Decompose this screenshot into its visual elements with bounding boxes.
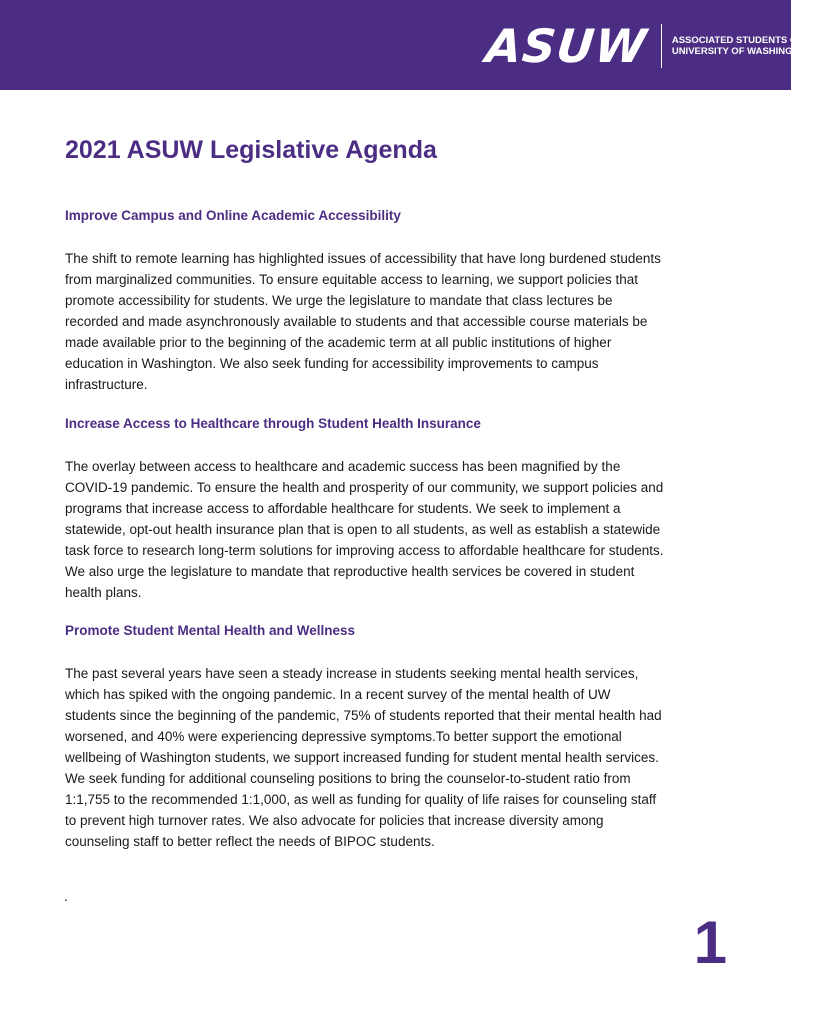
logo-org-name <box>671 35 825 57</box>
logo-mark: ASUW <box>483 19 650 73</box>
section-body-mental-health: The past several years have seen a steady increase in students seeking mental health services, which has spiked with the ongoing pandemic. In a recent survey of the mental health of UW students since the beginning of the pandemic, 75% of students reported that their mental health had worsened, and 40% were experiencing depressive symptoms.To better support the emotional wellbeing of Washington students, we support increased funding for student mental health services. We seek funding for additional counseling positions to bring the counselor-to-student ratio from 1:1,755 to the recommended 1:1,000, as well as funding for quality of life raises for counseling staff to prevent high turnover rates. We also advocate for policies that increase diversity among counseling staff to better reflect the needs of BIPOC students. <box>65 666 662 849</box>
header-bar <box>0 0 825 90</box>
page-number: 1 <box>693 909 727 976</box>
logo-org-name-line1: ASSOCIATED STUDENTS OF THE <box>671 35 825 46</box>
section-body-healthcare: The overlay between access to healthcare and academic success has been magnified by the COVID-19 pandemic. To ensure the health and prosperity of our community, we support policies and programs that increase access to affordable healthcare for students. We seek to implement a statewide, opt-out health insurance plan that is open to all students, as well as establish a statewide task force to research long-term solutions for improving access to affordable healthcare for students. We also urge the legislature to mandate that reproductive health services be covered in student health plans. <box>65 459 664 600</box>
section-heading-healthcare: Increase Access to Healthcare through Student Health Insurance <box>65 416 481 431</box>
logo-divider <box>661 24 662 68</box>
section-heading-accessibility: Improve Campus and Online Academic Accessibility <box>65 208 401 223</box>
asuw-logo <box>483 19 825 73</box>
section-body-accessibility: The shift to remote learning has highlighted issues of accessibility that have long burdened students from marginalized communities. To ensure equitable access to learning, we support policies that promote accessibility for students. We urge the legislature to mandate that class lectures be recorded and made asynchronously available to students and that accessible course materials be made available prior to the beginning of the academic term at all public institutions of higher education in Washington. We also seek funding for accessibility improvements to campus infrastructure. <box>65 251 661 392</box>
section-heading-mental-health: Promote Student Mental Health and Wellness <box>65 623 356 638</box>
trailing-mark: . <box>64 888 68 904</box>
page-title: 2021 ASUW Legislative Agenda <box>65 136 437 164</box>
logo-org-name-line2: UNIVERSITY OF WASHINGTON <box>671 46 813 57</box>
